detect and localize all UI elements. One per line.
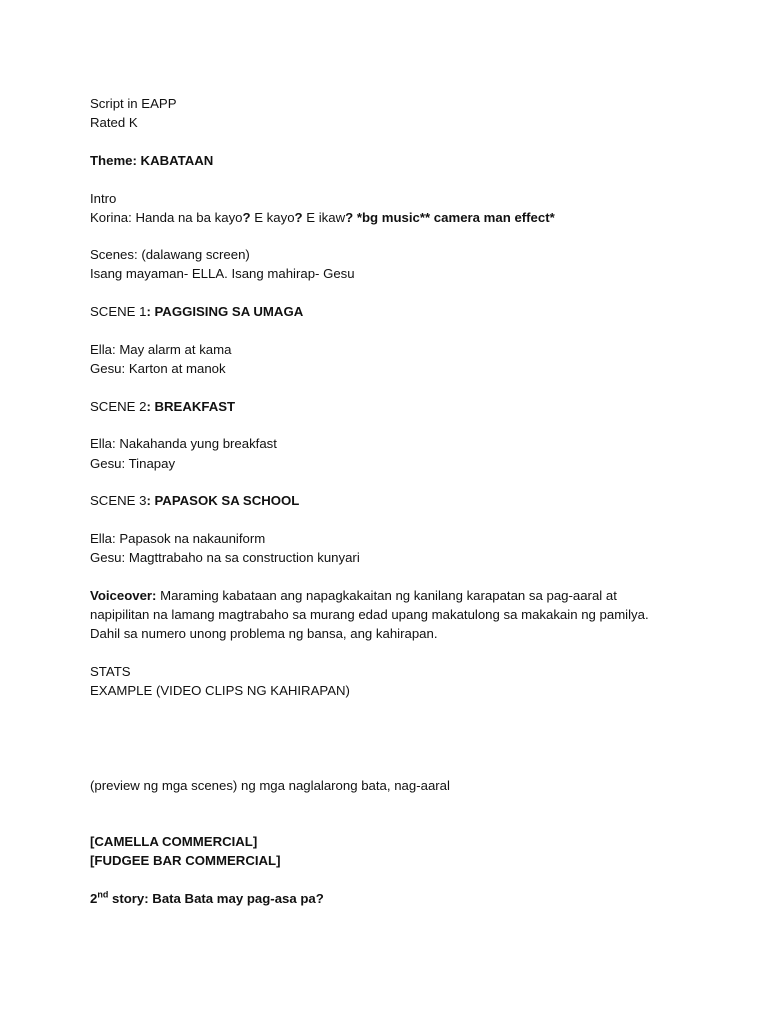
voiceover-line2: napipilitan na lamang magtrabaho sa murang edad upang makatulong sa makakain ng pamilya. — [90, 607, 649, 622]
voiceover-line1 — [90, 586, 617, 605]
doc-title-line: Script in EAPP — [90, 96, 177, 111]
scene1-prefix: SCENE 1 — [90, 304, 147, 319]
stats-line1: STATS — [90, 664, 131, 679]
scene3-heading — [90, 491, 299, 510]
stats-line2: EXAMPLE (VIDEO CLIPS NG KAHIRAPAN) — [90, 683, 350, 698]
intro-q1: ? — [242, 210, 251, 225]
second-story-text: story: Bata Bata may pag-asa pa? — [108, 891, 324, 906]
second-story-number: 2 — [90, 891, 98, 906]
preview-line: (preview ng mga scenes) ng mga naglalarong bata, nag-aaral — [90, 778, 450, 793]
intro-text-b: E kayo — [250, 210, 295, 225]
intro-text-c: E ikaw — [302, 210, 346, 225]
scenes-setup-line1: Scenes: (dalawang screen) — [90, 247, 250, 262]
voiceover-text1: Maraming kabataan ang napagkakaitan ng kanilang karapatan sa pag-aaral at — [156, 588, 617, 603]
intro-q3: ? — [345, 210, 354, 225]
scene1-ella: Ella: May alarm at kama — [90, 342, 232, 357]
scene1-heading — [90, 302, 303, 321]
scene2-ella: Ella: Nakahanda yung breakfast — [90, 436, 277, 451]
fudgee-commercial: [FUDGEE BAR COMMERCIAL] — [90, 853, 281, 868]
scene1-title: : PAGGISING SA UMAGA — [146, 304, 304, 319]
voiceover-label: Voiceover: — [90, 588, 157, 603]
doc-rating-line: Rated K — [90, 115, 138, 130]
intro-q2: ? — [294, 210, 303, 225]
intro-heading: Intro — [90, 191, 117, 206]
intro-dialogue — [90, 208, 555, 227]
scene2-heading — [90, 397, 235, 416]
second-story-line — [90, 889, 324, 908]
scenes-setup-line2: Isang mayaman- ELLA. Isang mahirap- Gesu — [90, 266, 355, 281]
intro-text-a: Handa na ba kayo — [135, 210, 243, 225]
camella-commercial: [CAMELLA COMMERCIAL] — [90, 834, 258, 849]
scene2-prefix: SCENE 2 — [90, 399, 147, 414]
intro-speaker: Korina: — [90, 210, 136, 225]
scene1-gesu: Gesu: Karton at manok — [90, 361, 226, 376]
scene3-prefix: SCENE 3 — [90, 493, 147, 508]
second-story-suffix: nd — [97, 889, 109, 900]
scene2-title: : BREAKFAST — [146, 399, 236, 414]
intro-effects: *bg music** camera man effect* — [353, 210, 555, 225]
voiceover-line3: Dahil sa numero unong problema ng bansa, ang kahirapan. — [90, 626, 438, 641]
theme-line: Theme: KABATAAN — [90, 153, 214, 168]
scene3-ella: Ella: Papasok na nakauniform — [90, 531, 266, 546]
scene2-gesu: Gesu: Tinapay — [90, 456, 176, 471]
scene3-title: : PAPASOK SA SCHOOL — [146, 493, 300, 508]
scene3-gesu: Gesu: Magttrabaho na sa construction kunyari — [90, 550, 360, 565]
